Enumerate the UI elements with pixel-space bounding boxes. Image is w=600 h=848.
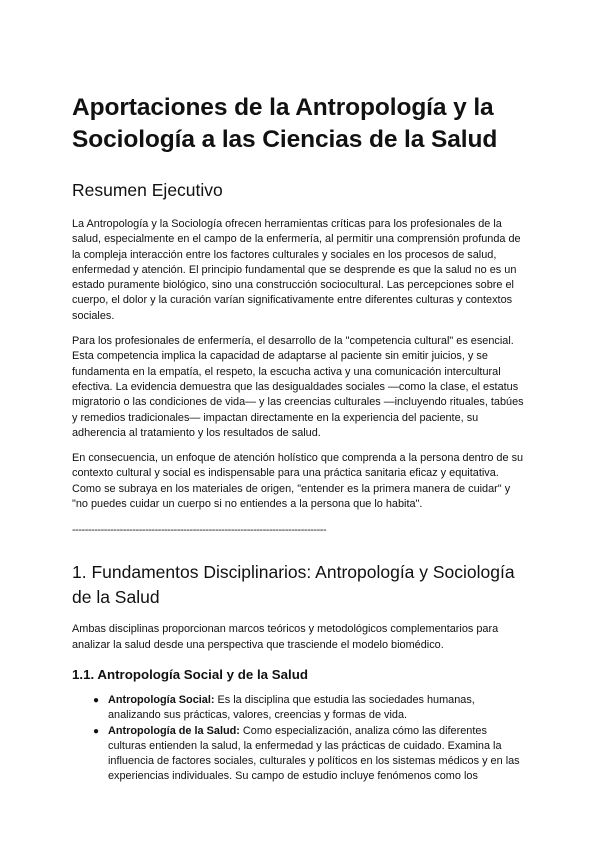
list-item-term: Antropología de la Salud: [108,724,240,737]
list-item-text: Es la disciplina que estudia las sociedades humanas, analizando sus prácticas, valores, creencias y formas de vida. [108,693,475,722]
list-item [93,693,528,724]
summary-paragraph-1: La Antropología y la Sociología ofrecen herramientas críticas para los profesionales de la salud, especialmente en el campo de la enfermería, al permitir una comprensión profunda de la compleja interacción entre los factores culturales y sociales en los procesos de salud, enfermedad y atención. El principio fundamental que se desprende es que la salud no es un estado puramente biológico, sino una construcción sociocultural. Las percepciones sobre el cuerpo, el dolor y la curación varían significativamente entre diferentes culturas y contextos sociales. [72,218,521,322]
list-item [93,724,528,785]
bullet-icon: ● [93,694,100,706]
summary-paragraph-2: Para los profesionales de enfermería, el desarrollo de la "competencia cultural" es esencial. Esta competencia implica la capacidad de adaptarse al paciente sin emitir juicios, y se fundamenta en la empatía, el respeto, la escucha activa y una comunicación intercultural efectiva. La evidencia demuestra que las desigualdades sociales —como la clase, el estatus migratorio o las condiciones de vida— y las creencias culturales —incluyendo rituales, tabúes y remedios tradicionales— impactan directamente en la experiencia del paciente, su adherencia al tratamiento y los resultados de salud. [72,335,524,439]
subsection-1-1-heading: 1.1. Antropología Social y de la Salud [72,666,308,682]
section-1-heading: 1. Fundamentos Disciplinarios: Antropología y Sociología de la Salud [72,562,515,608]
list-item-term: Antropología Social: [108,693,215,706]
definitions-list [72,693,528,785]
summary-paragraph-3: En consecuencia, un enfoque de atención holístico que comprenda a la persona dentro de su contexto cultural y social es indispensable para una práctica sanitaria eficaz y equitativa. Como se subraya en los materiales de origen, "entender es la primera manera de cuidar" y "no puedes cuidar un cuerpo si no entiendes a la persona que lo habita". [72,452,524,511]
document-title: Aportaciones de la Antropología y la Sociología a las Ciencias de la Salud [72,94,498,153]
section-1-intro: Ambas disciplinas proporcionan marcos teóricos y metodológicos complementarios para analizar la salud desde una perspectiva que trasciende el modelo biomédico. [72,623,499,651]
section-divider: -------------------------------------------------------------------------------- [72,524,327,537]
bullet-icon: ● [93,725,100,737]
list-item-text: Como especialización, analiza cómo las diferentes culturas entienden la salud, la enfermedad y las prácticas de cuidado. Examina la influencia de factores sociales, culturales y políticos en los sistemas médicos y en las experiencias individuales. Su campo de estudio incluye fenómenos como los [108,724,520,783]
executive-summary-heading: Resumen Ejecutivo [72,180,223,200]
